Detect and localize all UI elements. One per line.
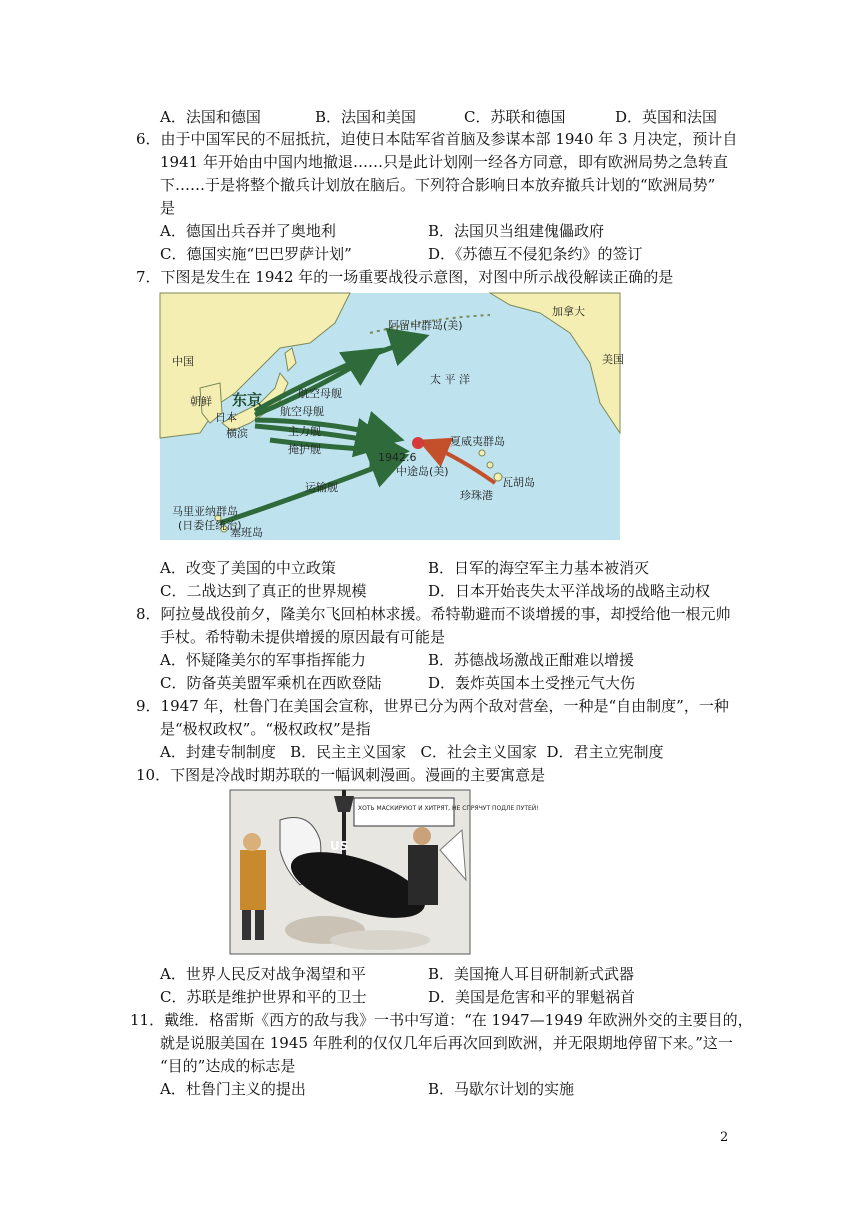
q6-stem-line-3: 下……于是将整个撤兵计划放在脑后。下列符合影响日本放弃撤兵计划的“欧洲局势” [160, 176, 716, 194]
map-label-transport: 运输舰 [305, 481, 338, 494]
q9-options: A．封建专制制度 B．民主主义国家 C．社会主义国家 D．君主立宪制度 [160, 743, 664, 761]
midway-battle-map [160, 293, 624, 540]
q8-stem-line-2: 手杖。希特勒未提供增援的原因最有可能是 [160, 628, 446, 646]
map-label-usa: 美国 [602, 353, 624, 366]
q10-option-a: A．世界人民反对战争渴望和平 [160, 965, 366, 983]
q10-stem: 10．下图是冷战时期苏联的一幅讽刺漫画。漫画的主要寓意是 [136, 766, 546, 784]
q8-option-d: D．轰炸英国本土受挫元气大伤 [428, 674, 636, 692]
q7-option-d: D．日本开始丧失太平洋战场的战略主动权 [428, 582, 711, 600]
q6-stem-line-2: 1941 年开始由中国内地撤退……只是此计划刚一经各方同意，即有欧洲局势之急转直 [160, 153, 728, 171]
q6-stem-line-4: 是 [160, 199, 176, 217]
map-label-mariana-sub: (日委任统治) [178, 519, 242, 532]
map-label-oahu: 瓦胡岛 [502, 476, 535, 489]
q7-option-b: B．日军的海空军主力基本被消灭 [428, 559, 650, 577]
q9-stem-line-2: 是“极权政权”。“极权政权”是指 [160, 720, 371, 738]
q11-stem-line-3: “目的”达成的标志是 [160, 1057, 296, 1075]
map-label-carrier-2: 航空母舰 [280, 405, 324, 418]
map-label-battleship: 主力舰 [288, 425, 321, 438]
q6-stem-line-1: 6．由于中国军民的不屈抵抗，迫使日本陆军省首脑及参谋本部 1940 年 3 月决定，预计自 [136, 130, 738, 148]
map-label-date: 1942.6 [378, 451, 417, 464]
map-label-aleutian: 阿留申群岛(美) [388, 319, 463, 332]
q5-option-b: B．法国和美国 [315, 108, 417, 126]
map-label-china: 中国 [172, 355, 194, 368]
map-label-carrier-1: 航空母舰 [298, 387, 342, 400]
q8-option-b: B．苏德战场激战正酣难以增援 [428, 651, 635, 669]
map-label-saipan: 塞班岛 [230, 526, 263, 539]
q10-option-d: D．美国是危害和平的罪魁祸首 [428, 988, 636, 1006]
map-label-yokohama: 横滨 [226, 427, 248, 440]
map-label-escort: 掩护舰 [288, 443, 321, 456]
q5-option-d: D．英国和法国 [615, 108, 718, 126]
map-label-hawaii: 夏威夷群岛 [450, 435, 505, 448]
q6-option-d: D．《苏德互不侵犯条约》的签订 [428, 245, 643, 263]
map-label-japan: 日本 [215, 411, 237, 424]
q8-option-c: C．防备英美盟军乘机在西欧登陆 [160, 674, 382, 692]
q6-option-a: A．德国出兵吞并了奥地利 [160, 222, 336, 240]
page-number: 2 [720, 1130, 729, 1145]
q6-option-c: C．德国实施“巴巴罗萨计划” [160, 245, 352, 263]
q5-option-c: C．苏联和德国 [464, 108, 566, 126]
map-label-midway: 中途岛(美) [396, 465, 449, 478]
map-label-korea: 朝鲜 [190, 395, 212, 408]
map-label-canada: 加拿大 [552, 305, 585, 318]
q7-stem: 7．下图是发生在 1942 年的一场重要战役示意图，对图中所示战役解读正确的是 [136, 268, 674, 286]
map-label-tokyo: 东京 [232, 391, 263, 409]
map-label-pearl-harbor: 珍珠港 [460, 489, 493, 502]
q6-option-b: B．法国贝当组建傀儡政府 [428, 222, 605, 240]
map-label-pacific: 太 平 洋 [430, 373, 470, 386]
cartoon-bomb-label: US [330, 839, 349, 853]
q5-option-a: A．法国和德国 [160, 108, 261, 126]
map-label-mariana: 马里亚纳群岛 [172, 505, 238, 518]
q10-option-c: C．苏联是维护世界和平的卫士 [160, 988, 367, 1006]
soviet-cartoon-image [230, 790, 539, 954]
q11-stem-line-1: 11．戴维．格雷斯《西方的敌与我》一书中写道：“在 1947—1949 年欧洲外交的主要目的， [130, 1011, 753, 1029]
q11-option-b: B．马歇尔计划的实施 [428, 1080, 575, 1098]
q7-option-a: A．改变了美国的中立政策 [160, 559, 336, 577]
q9-stem-line-1: 9．1947 年，杜鲁门在美国会宣称，世界已分为两个敌对营垒，一种是“自由制度”，一种 [136, 697, 729, 715]
q8-option-a: A．怀疑隆美尔的军事指挥能力 [160, 651, 366, 669]
cartoon-sign-text: ХОТЬ МАСКИРУЮТ И ХИТРЯТ, НЕ СПРЯЧУТ ПОДЛЕ ПУТЕЙ! [358, 805, 539, 812]
q7-option-c: C．二战达到了真正的世界规模 [160, 582, 367, 600]
q11-stem-line-2: 就是说服美国在 1945 年胜利的仅仅几年后再次回到欧洲，并无限期地停留下来。”这一 [160, 1034, 733, 1052]
q8-stem-line-1: 8．阿拉曼战役前夕，隆美尔飞回柏林求援。希特勒避而不谈增援的事，却授给他一根元帅 [136, 605, 731, 623]
q11-option-a: A．杜鲁门主义的提出 [160, 1080, 306, 1098]
q10-option-b: B．美国掩人耳目研制新式武器 [428, 965, 635, 983]
